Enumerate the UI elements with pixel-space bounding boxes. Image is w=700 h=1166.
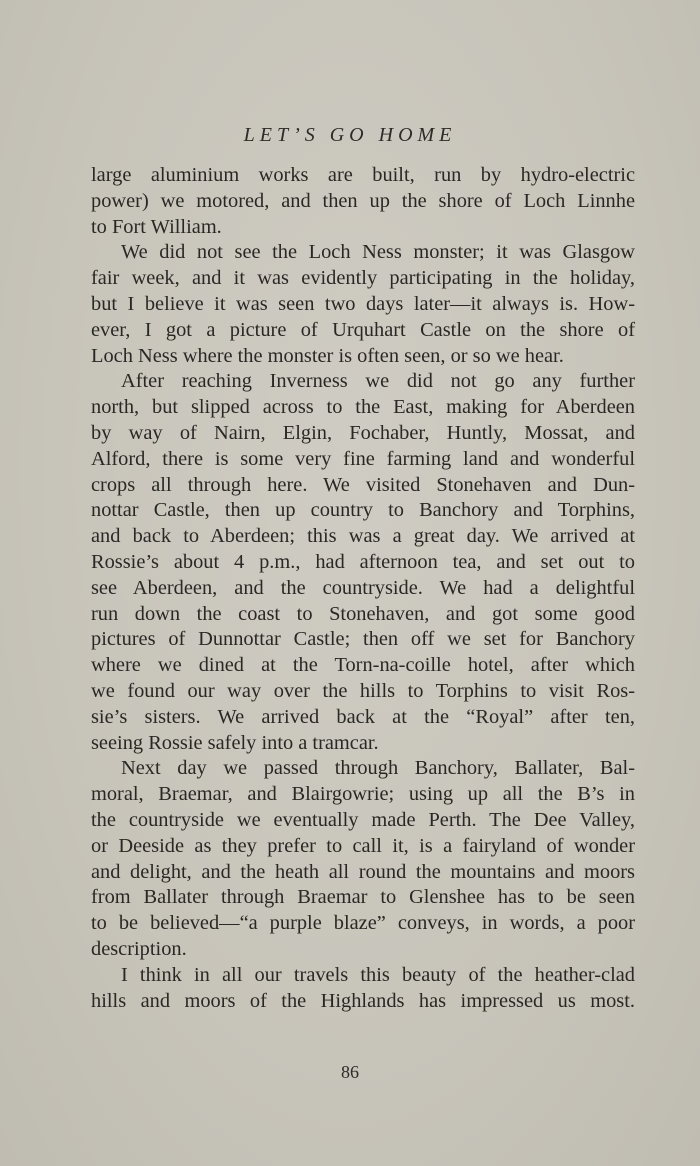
text-line: power) we motored, and then up the shore of Loch Linnhe <box>91 189 635 212</box>
text-line: the countryside we eventually made Perth. The Dee Valley, <box>91 808 635 831</box>
paragraph-4 <box>91 756 635 962</box>
text-line: description. <box>91 937 187 960</box>
paragraph-5 <box>91 963 635 1015</box>
text-line: fair week, and it was evidently participating in the holiday, <box>91 267 635 290</box>
text-line: Loch Ness where the monster is often seen, or so we hear. <box>91 344 564 367</box>
text-line: hills and moors of the Highlands has impressed us most. <box>91 989 635 1012</box>
text-line: seeing Rossie safely into a tramcar. <box>91 731 379 754</box>
running-head: LET’S GO HOME <box>243 124 457 146</box>
text-line: from Ballater through Braemar to Glenshee has to be seen <box>91 886 635 909</box>
text-line: but I believe it was seen two days later—it always is. How- <box>91 292 635 315</box>
body-text <box>91 163 635 1014</box>
text-line: crops all through here. We visited Stonehaven and Dun- <box>91 473 635 496</box>
text-line: by way of Nairn, Elgin, Fochaber, Huntly, Mossat, and <box>91 421 635 444</box>
text-line: north, but slipped across to the East, making for Aberdeen <box>91 396 635 419</box>
text-line: I think in all our travels this beauty of the heather-clad <box>121 963 635 986</box>
text-line: Alford, there is some very fine farming land and wonderful <box>91 447 635 470</box>
page-number: 86 <box>341 1062 359 1082</box>
text-line: to be believed—“a purple blaze” conveys, in words, a poor <box>91 912 635 935</box>
text-line: sie’s sisters. We arrived back at the “Royal” after ten, <box>91 705 635 728</box>
text-line: large aluminium works are built, run by hydro-electric <box>91 164 635 186</box>
text-line: After reaching Inverness we did not go any further <box>121 370 635 393</box>
text-line: where we dined at the Torn-na-coille hotel, after which <box>91 654 635 677</box>
text-line: and back to Aberdeen; this was a great day. We arrived at <box>91 525 635 548</box>
paragraph-1 <box>91 163 635 240</box>
text-line: or Deeside as they prefer to call it, is a fairyland of wonder <box>91 834 635 857</box>
text-line: nottar Castle, then up country to Banchory and Torphins, <box>91 499 635 522</box>
text-line: Rossie’s about 4 p.m., had afternoon tea, and set out to <box>91 550 635 573</box>
text-line: see Aberdeen, and the countryside. We had a delightful <box>91 576 635 599</box>
text-line: pictures of Dunnottar Castle; then off we set for Banchory <box>91 628 635 651</box>
text-line: ever, I got a picture of Urquhart Castle on the shore of <box>91 318 635 341</box>
text-line: we found our way over the hills to Torphins to visit Ros- <box>91 679 635 702</box>
paragraph-3 <box>91 369 635 756</box>
paragraph-2 <box>91 240 635 369</box>
text-line: and delight, and the heath all round the mountains and moors <box>91 860 635 883</box>
text-line: moral, Braemar, and Blairgowrie; using up all the B’s in <box>91 783 635 806</box>
text-line: Next day we passed through Banchory, Ballater, Bal- <box>121 757 635 780</box>
text-line: run down the coast to Stonehaven, and got some good <box>91 602 635 625</box>
text-line: to Fort William. <box>91 215 222 238</box>
text-line: We did not see the Loch Ness monster; it was Glasgow <box>121 241 635 264</box>
